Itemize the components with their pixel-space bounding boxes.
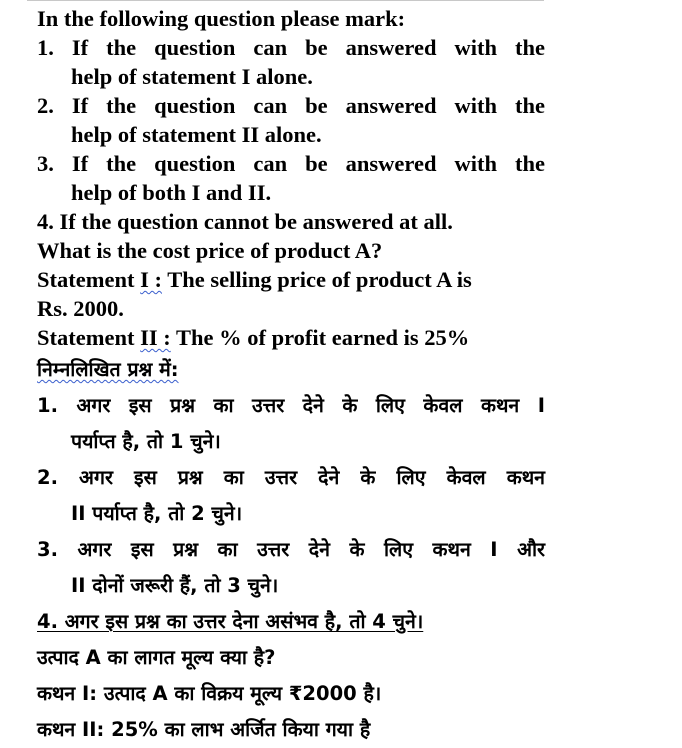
hindi-option-4-text: 4. अगर इस प्रश्न का उत्तर देना असंभव है, तो 4 चुने। [37, 610, 424, 633]
hindi-heading [37, 352, 545, 388]
statement-1-text: The selling price of product A is [161, 267, 472, 292]
hindi-option-2-line-2: II पर्याप्त है, तो 2 चुने। [71, 502, 243, 525]
statement-1-id: I : [140, 267, 162, 292]
english-option-1-line-1: 1. If the question can be answered with the [37, 35, 545, 60]
english-option-3-line-1: 3. If the question can be answered with the [37, 151, 545, 176]
hindi-option-2-line-1: 2. अगर इस प्रश्न का उत्तर देने के लिए केवल कथन [37, 466, 545, 489]
hindi-option-4 [37, 604, 545, 640]
english-option-4: 4. If the question cannot be answered at all. [37, 209, 453, 234]
english-option-3-line-2: help of both I and II. [71, 180, 272, 205]
english-heading: In the following question please mark: [37, 6, 406, 31]
hindi-statement-1: कथन I: उत्पाद A का विक्रय मूल्य ₹2000 है। [37, 682, 382, 705]
hindi-option-3-line-1: 3. अगर इस प्रश्न का उत्तर देने के लिए कथन I और [37, 538, 545, 561]
statement-1-prefix: Statement [37, 267, 141, 292]
top-divider [27, 0, 544, 1]
english-statement-1 [37, 265, 545, 294]
english-option-2-line-1: 2. If the question can be answered with the [37, 93, 545, 118]
hindi-option-1-line-1: 1. अगर इस प्रश्न का उत्तर देने के लिए केवल कथन I [37, 394, 545, 417]
statement-2-prefix: Statement [37, 325, 141, 350]
english-option-2-line-2: help of statement II alone. [71, 122, 322, 147]
english-option-1-line-2: help of statement I alone. [71, 64, 313, 89]
hindi-option-1-line-2: पर्याप्त है, तो 1 चुने। [71, 430, 221, 453]
english-statement-2 [37, 323, 545, 352]
question-document [37, 4, 545, 748]
statement-2-id: II : [140, 325, 171, 350]
hindi-question: उत्पाद A का लागत मूल्य क्या है? [37, 646, 276, 669]
hindi-heading-text: निम्नलिखित प्रश्न में: [37, 358, 179, 381]
english-question: What is the cost price of product A? [37, 238, 383, 263]
statement-2-text: The % of profit earned is 25% [170, 325, 470, 350]
hindi-option-3-line-2: II दोनों जरूरी हैं, तो 3 चुने। [71, 574, 279, 597]
english-statement-1-cont: Rs. 2000. [37, 296, 124, 321]
hindi-statement-2: कथन II: 25% का लाभ अर्जित किया गया है [37, 718, 371, 741]
